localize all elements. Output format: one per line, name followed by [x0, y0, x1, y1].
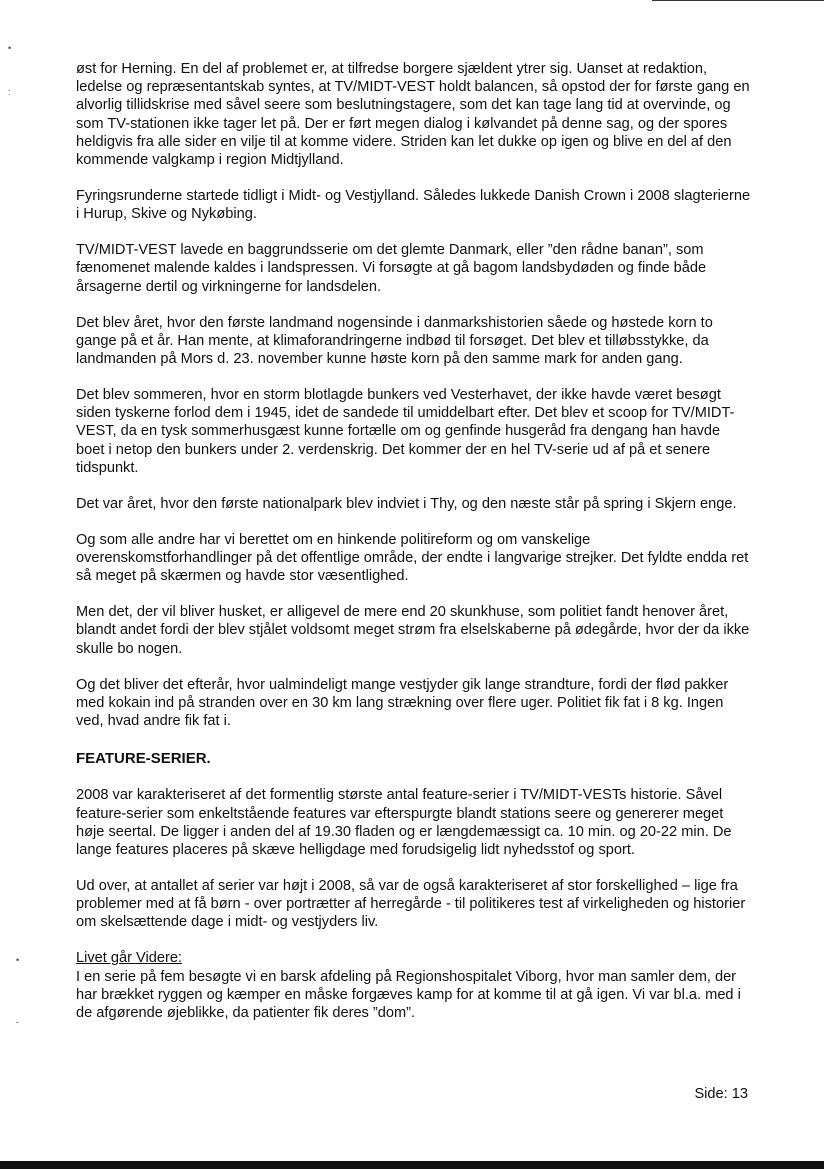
body-paragraph: øst for Herning. En del af problemet er, at tilfredse borgere sjældent ytrer sig. Uanset at redaktion, ledelse og repræsentantskab syntes, at TV/MIDT-VEST holdt balancen, så opstod der for første gang en alvorlig tillidskrise med såvel seere som beslutningstagere, som det kan tage lang tid at overvinde, og som TV-stationen ikke tager let på. Der er ført megen dialog i kølvandet på denne sag, og der spores heldigvis fra alle sider en vilje til at komme videre. Striden kan let dukke op igen og blive en del af den kommende valgkamp i region Midtjylland. — [76, 61, 750, 169]
scan-speck-mark: - — [16, 1017, 19, 1027]
scan-speck-mark: • — [8, 43, 12, 53]
body-paragraph: Men det, der vil bliver husket, er alligevel de mere end 20 skunkhuse, som politiet fandt henover året, blandt andet fordi der blev stjålet voldsomt meget strøm fra elselskaberne på ødegårde, hvor der da ikke skulle bo nogen. — [76, 604, 750, 657]
scan-speck-mark: • — [16, 955, 20, 965]
scan-speck-mark: : — [8, 87, 11, 97]
section-paragraph: 2008 var karakteriseret af det formentlig største antal feature-serier i TV/MIDT-VESTs historie. Såvel feature-serier som enkeltstående features var efterspurgte blandt stations seere og genererer meget høje seertal. De ligger i anden del af 19.30 fladen og er længdemæssigt ca. 10 min. og 20-22 min. De lange features placeres på skæve helligdage med forudsigelig lidt nyhedsstof og sport. — [76, 787, 732, 859]
page-body — [76, 60, 752, 1040]
body-paragraph: Det var året, hvor den første nationalpark blev indviet i Thy, og den næste står på spring i Skjern enge. — [76, 495, 737, 512]
body-paragraph: Det blev året, hvor den første landmand nogensinde i danmarkshistorien såede og høstede korn to gange på et år. Han mente, at klimaforandringerne indbød til forsøget. Det blev et tilløbsstykke, da landmanden på Mors d. 23. november kunne høste korn på den samme mark for anden gang. — [76, 314, 713, 368]
section-heading: FEATURE-SERIER. — [76, 750, 211, 768]
body-paragraph: TV/MIDT-VEST lavede en baggrundsserie om det glemte Danmark, eller ”den rådne banan”, som fænomenet malende kaldes i landspressen. Vi forsøgte at gå bagom landsbydøden og finde både årsagerne dertil og virkningerne for landsdelen. — [76, 242, 707, 295]
body-paragraph: Fyringsrunderne startede tidligt i Midt- og Vestjylland. Således lukkede Danish Crown i 2008 slagterierne i Hurup, Skive og Nykøbing. — [76, 188, 751, 223]
top-edge-rule — [652, 0, 824, 1]
subsection — [76, 949, 752, 1022]
page-number: Side: 13 — [694, 1086, 748, 1102]
subsection-paragraph: I en serie på fem besøgte vi en barsk afdeling på Regionshospitalet Viborg, hvor man samler dem, der har brækket ryggen og kæmper en måske forgæves kamp for at komme til at gå igen. Vi var bl.a. med i de afgørende øjeblikke, da patienter fik deres ”dom”. — [76, 968, 741, 1022]
bottom-scan-edge — [0, 1161, 824, 1169]
body-paragraph: Og det bliver det efterår, hvor ualmindeligt mange vestjyder gik lange strandture, fordi der flød pakker med kokain ind på stranden over en 30 km lang strækning over flere uger. Politiet fik fat i 8 kg. Ingen ved, hvad andre fik fat i. — [76, 676, 729, 730]
body-paragraph: Og som alle andre har vi berettet om en hinkende politireform og om vanskelige overenskomstforhandlinger på det offentlige område, der endte i langvarige strejker. Det fyldte endda ret så meget på skærmen og havde stor væsentlighed. — [76, 531, 749, 585]
subsection-heading: Livet går Videre: — [76, 950, 183, 967]
body-paragraph: Det blev sommeren, hvor en storm blotlagde bunkers ved Vesterhavet, der ikke havde været besøgt siden tyskerne forlod dem i 1945, idet de sandede til umiddelbart efter. Det blev et scoop for TV/MIDT-VEST, da en tysk sommerhusgæst kunne fortælle om og genfinde husgeråd fra dengang han havde boet i netop den bunkers under 2. verdenskrig. Det kommer der en hel TV-serie ud af på et senere tidspunkt. — [76, 387, 735, 476]
section-paragraph: Ud over, at antallet af serier var højt i 2008, så var de også karakteriseret af stor forskellighed – lige fra problemer med at få børn - over portrætter af herregårde - til politikeres test af virkeligheden og historier om skelsættende dage i midt- og vestjyders liv. — [76, 878, 746, 931]
